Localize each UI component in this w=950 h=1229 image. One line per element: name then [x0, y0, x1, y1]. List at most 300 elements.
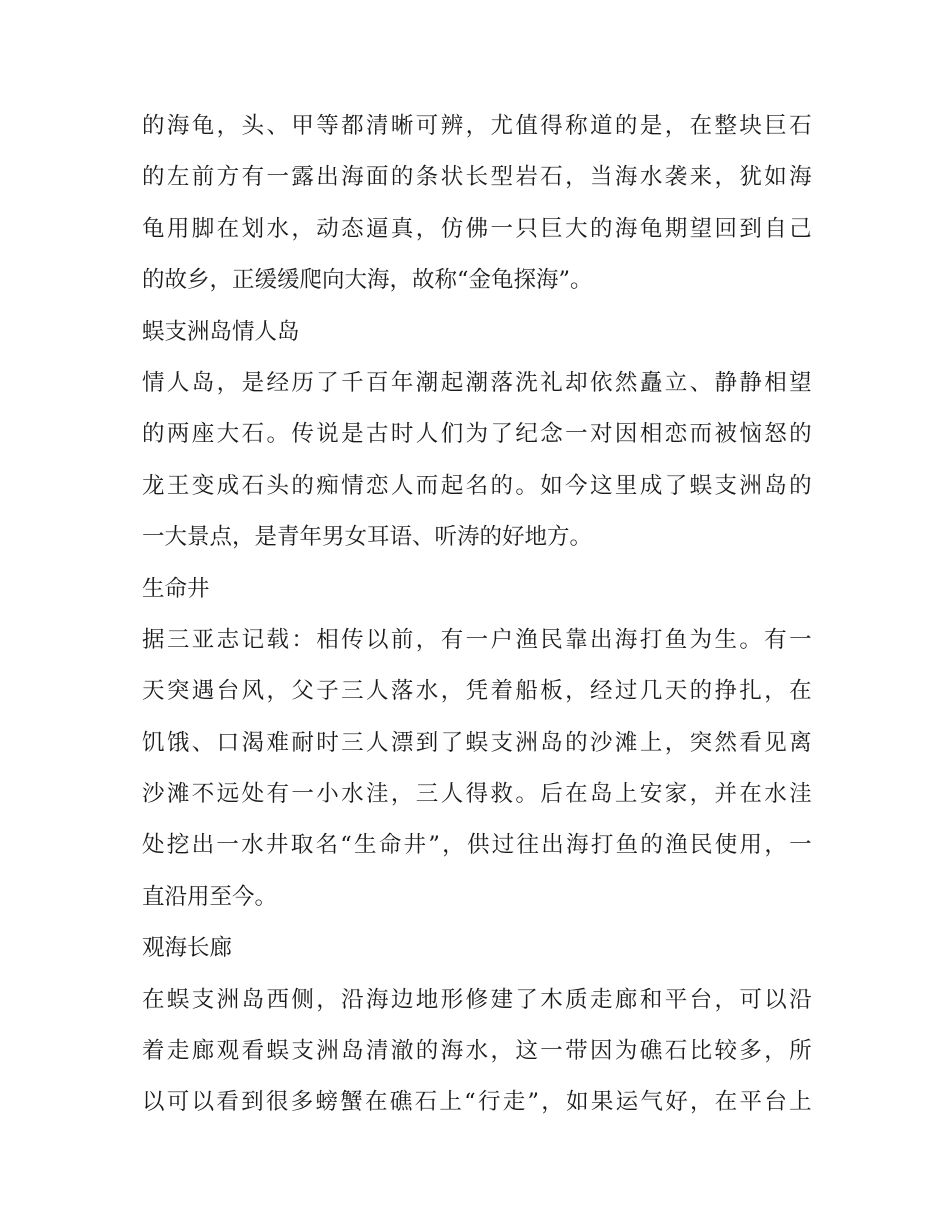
line-char: 廊 [191, 1038, 215, 1065]
line-char: 着 [142, 1038, 165, 1065]
line-char: 等 [316, 113, 339, 139]
line-char: 渔 [665, 832, 688, 859]
line-char: ” [527, 1089, 540, 1116]
line-char: 两 [166, 421, 190, 448]
line-char: 带 [565, 1038, 588, 1065]
line-char: 如 [540, 472, 563, 499]
line-char: 不 [191, 781, 215, 808]
paragraph-line [142, 666, 812, 717]
line-char: 辨 [440, 113, 464, 139]
line-char: 较 [714, 1038, 737, 1065]
section-heading-lovers-island [142, 307, 812, 358]
line-char: 突 [689, 729, 713, 756]
line-char: 往 [516, 832, 540, 859]
line-char: 。 [266, 421, 289, 448]
line-char: 一 [540, 1038, 563, 1065]
line-char: 水 [241, 832, 264, 859]
line-char: 有 [764, 626, 787, 653]
line-char: 只 [515, 215, 538, 242]
line-char: 命 [378, 832, 402, 859]
line-char: 在 [142, 986, 165, 1013]
line-char: 如 [566, 1089, 589, 1116]
line-char: 石 [414, 1089, 438, 1116]
line-char: 处 [142, 832, 165, 859]
line-char: 船 [515, 678, 538, 705]
line-char: 经 [266, 369, 289, 396]
line-char: 观 [216, 1038, 240, 1065]
line-char: 痴 [316, 472, 339, 499]
line-char: 的 [490, 472, 513, 499]
line-char: 龟 [142, 215, 165, 242]
line-char: 前 [191, 164, 215, 191]
line-char: 这 [515, 1038, 538, 1065]
line-char: 蜈 [465, 729, 489, 756]
paragraph-line [142, 718, 812, 769]
line-char: 用 [166, 215, 190, 242]
line-char: 因 [590, 1038, 613, 1065]
line-char: 在 [565, 781, 588, 808]
line-char: 志 [216, 626, 240, 653]
line-char: 蟹 [340, 1089, 363, 1116]
line-char: 三 [341, 729, 364, 756]
line-char: 洲 [739, 472, 762, 499]
line-char: 井 [403, 832, 427, 859]
line-char: 落 [390, 678, 414, 705]
line-char: 相 [316, 626, 339, 653]
line-char: 长 [465, 164, 489, 191]
line-char: ， [714, 986, 737, 1013]
line-char: 真 [390, 215, 414, 242]
line-char: 情 [341, 472, 364, 499]
line-char: 起 [440, 472, 464, 499]
line-char: 后 [540, 781, 563, 808]
line-char: 以 [764, 986, 787, 1013]
line-char: 到 [415, 729, 439, 756]
line-char: 相 [639, 421, 663, 448]
line-char: 凭 [465, 678, 489, 705]
line-char: 人 [415, 421, 439, 448]
line-char: ， [664, 729, 688, 756]
line-char: 井 [265, 832, 289, 859]
line-char: 几 [639, 678, 663, 705]
line-char: 名 [315, 832, 338, 859]
line-char: 运 [615, 1089, 639, 1116]
line-char: 上 [439, 1089, 462, 1116]
line-char: 然 [714, 729, 737, 756]
line-char: 犹 [739, 164, 762, 191]
line-char: 是 [341, 421, 364, 448]
line-char: 龟 [191, 113, 215, 139]
line-char: 看 [241, 1038, 265, 1065]
line-char: ， [266, 678, 289, 705]
line-char: 。 [515, 472, 538, 499]
line-char: 自 [764, 215, 787, 242]
line-char: 处 [241, 781, 265, 808]
line-char: 人 [390, 472, 414, 499]
line-char: 和 [639, 986, 663, 1013]
line-char: 父 [291, 678, 314, 705]
line-char: 礼 [540, 369, 563, 396]
line-char: 廊 [614, 986, 638, 1013]
line-char: 形 [440, 986, 464, 1013]
line-char: 的 [142, 113, 165, 139]
line-char: 矗 [639, 369, 663, 396]
line-text: 直沿用至今。 [142, 883, 278, 910]
line-char: 了 [664, 472, 688, 499]
line-text: 的故乡，正缓缓爬向大海，故称“金龟探海”。 [142, 267, 593, 294]
line-char: 岛 [241, 986, 265, 1013]
line-char: 岛 [341, 1038, 364, 1065]
line-char: 变 [191, 472, 215, 499]
line-char: 家 [664, 781, 688, 808]
line-char: 都 [341, 113, 364, 139]
line-char: 水 [415, 678, 439, 705]
line-char: 在 [739, 781, 762, 808]
line-char: 成 [639, 472, 663, 499]
line-char: 是 [639, 113, 663, 139]
line-char: 安 [639, 781, 663, 808]
line-char: 遇 [191, 678, 215, 705]
line-char: 风 [241, 678, 265, 705]
line-char: 王 [166, 472, 190, 499]
line-char: 支 [191, 986, 215, 1013]
line-char: 难 [266, 729, 289, 756]
line-char: 渔 [515, 626, 538, 653]
line-char: 耐 [291, 729, 314, 756]
line-char: 为 [465, 421, 489, 448]
line-char: 洼 [789, 781, 812, 808]
line-char: 蜈 [266, 1038, 289, 1065]
line-char: 袭 [664, 164, 688, 191]
line-char: 海 [566, 832, 589, 859]
paragraph-line [142, 769, 812, 820]
line-char: 支 [714, 472, 737, 499]
line-char: ， [764, 832, 787, 859]
line-char: 古 [366, 421, 389, 448]
line-char: 今 [565, 472, 588, 499]
heading-text: 蜈支洲岛情人岛 [142, 318, 300, 345]
line-char: 挖 [166, 832, 190, 859]
line-char: ， [565, 164, 588, 191]
line-char: 出 [590, 626, 613, 653]
line-char: 救 [490, 781, 513, 808]
line-char: 蜈 [166, 986, 190, 1013]
line-char: ， [689, 781, 713, 808]
line-char: 在 [216, 215, 240, 242]
line-char: 海 [789, 164, 812, 191]
line-char: 三 [166, 626, 190, 653]
line-char: 、 [266, 113, 289, 139]
line-char: 落 [490, 369, 513, 396]
line-char: 洲 [216, 986, 240, 1013]
line-char: 洼 [366, 781, 389, 808]
line-char: 所 [789, 1038, 812, 1065]
line-char: 天 [142, 678, 165, 705]
line-char: 过 [491, 832, 515, 859]
paragraph-line [142, 409, 812, 460]
line-char: 果 [590, 1089, 614, 1116]
line-char: 走 [502, 1089, 526, 1116]
line-char: 沿 [341, 986, 364, 1013]
line-char: 民 [689, 832, 713, 859]
line-char: 道 [590, 113, 613, 139]
line-char: 走 [590, 986, 613, 1013]
line-char: 了 [440, 729, 464, 756]
line-char: 挣 [714, 678, 737, 705]
line-char: 一 [789, 832, 812, 859]
line-char: 一 [465, 626, 489, 653]
line-char: 台 [216, 678, 240, 705]
line-char: 来 [689, 164, 713, 191]
line-char: 到 [241, 1089, 264, 1116]
line-char: ， [216, 113, 240, 139]
line-char: 行 [477, 1089, 501, 1116]
line-char: 清 [366, 113, 389, 139]
line-char: 看 [216, 1089, 239, 1116]
line-char: 人 [440, 781, 464, 808]
line-char: 龟 [639, 215, 663, 242]
line-char: 沙 [590, 729, 613, 756]
line-char: 的 [689, 678, 713, 705]
line-char: 海 [366, 986, 389, 1013]
line-char: ， [415, 215, 439, 242]
line-char: ， [291, 215, 314, 242]
line-char: 年 [390, 369, 414, 396]
line-char: 方 [216, 164, 240, 191]
line-char: 。 [515, 781, 538, 808]
line-char: ， [714, 164, 737, 191]
line-char: 鱼 [615, 832, 639, 859]
line-char: 巨 [764, 113, 787, 139]
line-char: 地 [415, 986, 439, 1013]
paragraph-line [142, 1026, 812, 1077]
line-char: 见 [764, 729, 787, 756]
line-char: 岛 [191, 369, 215, 396]
line-char: 洲 [316, 1038, 339, 1065]
line-char: ， [216, 369, 240, 396]
line-char: 礁 [639, 1038, 663, 1065]
line-char: 三 [415, 781, 439, 808]
line-char: 值 [515, 113, 538, 139]
paragraph-line [142, 975, 812, 1026]
line-char: 使 [714, 832, 738, 859]
line-char: 一 [291, 781, 314, 808]
line-char: 民 [540, 626, 563, 653]
line-char: 左 [166, 164, 190, 191]
line-char: 巨 [540, 215, 563, 242]
line-char: 一 [565, 421, 588, 448]
line-char: 千 [341, 369, 364, 396]
line-char: 平 [664, 986, 688, 1013]
paragraph-line [142, 512, 812, 563]
line-char: 靠 [565, 626, 588, 653]
line-char: 纪 [515, 421, 538, 448]
paragraph-line [142, 204, 812, 255]
line-char: 沿 [789, 986, 812, 1013]
line-char: ， [415, 626, 439, 653]
line-char: 用 [739, 832, 763, 859]
line-char: ， [689, 1089, 713, 1116]
line-char: 是 [241, 369, 265, 396]
line-char: 水 [266, 215, 289, 242]
line-char: 海 [614, 164, 638, 191]
line-char: 称 [565, 113, 588, 139]
line-char: 小 [316, 781, 339, 808]
line-char: 一 [490, 215, 513, 242]
line-char: 建 [490, 986, 513, 1013]
line-char: 过 [614, 678, 638, 705]
line-char: 在 [789, 678, 812, 705]
line-char: 当 [590, 164, 613, 191]
line-char: 天 [664, 678, 688, 705]
line-char: 了 [515, 986, 538, 1013]
line-char: 岩 [515, 164, 538, 191]
line-char: 水 [465, 1038, 489, 1065]
line-char: ” [428, 832, 440, 859]
line-char: 头 [241, 113, 265, 139]
line-char: 们 [440, 421, 464, 448]
line-char: 而 [689, 421, 713, 448]
line-char: 板 [540, 678, 563, 705]
line-char: 生 [714, 626, 737, 653]
line-char: 得 [465, 781, 489, 808]
line-char: 而 [415, 472, 439, 499]
line-char: 在 [365, 1089, 388, 1116]
line-char: 露 [291, 164, 314, 191]
line-char: 座 [191, 421, 215, 448]
line-char: 饥 [142, 729, 165, 756]
line-char: 如 [764, 164, 787, 191]
line-char: 石 [241, 421, 265, 448]
line-char: 的 [789, 472, 812, 499]
line-char: ， [565, 678, 588, 705]
line-char: 突 [166, 678, 190, 705]
line-char: 相 [764, 369, 787, 396]
line-char: ， [440, 678, 464, 705]
line-char: 打 [590, 832, 614, 859]
line-char: 气 [640, 1089, 663, 1116]
line-char: 以 [366, 626, 389, 653]
line-char: 历 [291, 369, 314, 396]
line-char: 仿 [440, 215, 464, 242]
line-char: 水 [639, 164, 663, 191]
section-heading-life-well [142, 564, 812, 615]
line-char: 、 [689, 369, 713, 396]
line-char: 晰 [390, 113, 414, 139]
line-char: 水 [764, 781, 787, 808]
line-char: 渴 [241, 729, 265, 756]
line-char: 上 [639, 729, 663, 756]
line-char: 出 [541, 832, 564, 859]
line-char: 面 [366, 164, 389, 191]
line-char: 扎 [739, 678, 762, 705]
line-char: 块 [739, 113, 762, 139]
line-char: ， [541, 1089, 564, 1116]
line-char: 的 [415, 1038, 439, 1065]
line-char: 的 [142, 164, 165, 191]
line-char: 然 [614, 369, 638, 396]
line-char: 在 [714, 1089, 738, 1116]
line-char: ， [764, 1038, 787, 1065]
line-char: 修 [465, 986, 489, 1013]
line-char: 恋 [664, 421, 688, 448]
line-char: 海 [341, 164, 364, 191]
line-char: 洗 [515, 369, 538, 396]
heading-text: 生命井 [142, 575, 210, 602]
line-char: 可 [415, 113, 439, 139]
line-char: 上 [789, 1089, 812, 1116]
line-char: 因 [614, 421, 638, 448]
line-char: ， [490, 1038, 513, 1065]
line-char: ， [664, 113, 688, 139]
line-char: ， [764, 678, 787, 705]
line-char: 有 [440, 626, 464, 653]
line-char: 对 [590, 421, 613, 448]
paragraph-line [142, 255, 812, 306]
line-char: 亚 [191, 626, 215, 653]
line-char: 离 [789, 729, 812, 756]
line-char: ， [465, 113, 489, 139]
line-char: 的 [565, 729, 588, 756]
line-char: 成 [216, 472, 240, 499]
line-char: 出 [191, 832, 215, 859]
line-char: 念 [540, 421, 563, 448]
paragraph-line [142, 820, 812, 871]
line-char: 岛 [590, 781, 613, 808]
line-char: 滩 [614, 729, 638, 756]
line-char: 一 [266, 164, 289, 191]
line-char: 情 [142, 369, 165, 396]
line-char: 平 [739, 1089, 763, 1116]
line-char: 子 [316, 678, 339, 705]
line-char: 着 [490, 678, 513, 705]
line-char: 打 [639, 626, 663, 653]
paragraph-line [142, 101, 812, 152]
paragraph-line [142, 358, 812, 409]
line-char: 石 [664, 1038, 688, 1065]
line-char: 支 [490, 729, 513, 756]
line-char: 以 [191, 1089, 215, 1116]
line-char: 口 [216, 729, 240, 756]
paragraph-line [142, 1077, 812, 1128]
line-char: 多 [290, 1089, 314, 1116]
line-char: 恼 [739, 421, 762, 448]
heading-text: 观海长廊 [142, 935, 233, 962]
line-char: 、 [191, 729, 215, 756]
line-char: 头 [266, 472, 289, 499]
line-char: 海 [166, 113, 190, 139]
paragraph-line [142, 461, 812, 512]
line-char: 滩 [166, 781, 190, 808]
line-char: 被 [714, 421, 737, 448]
line-char: 出 [316, 164, 339, 191]
line-char: 立 [664, 369, 688, 396]
line-char: 百 [366, 369, 389, 396]
line-char: 海 [440, 1038, 464, 1065]
line-char: 恋 [366, 472, 389, 499]
line-char: 却 [565, 369, 588, 396]
line-char: 台 [764, 1089, 787, 1116]
line-char: 大 [565, 215, 588, 242]
line-char: 的 [789, 421, 812, 448]
line-char: 得 [540, 113, 563, 139]
line-char: 大 [216, 421, 240, 448]
line-char: 龙 [142, 472, 165, 499]
line-char: 蜈 [689, 472, 713, 499]
line-char: 望 [689, 215, 713, 242]
line-char: 前 [390, 626, 414, 653]
line-char: 了 [316, 369, 339, 396]
